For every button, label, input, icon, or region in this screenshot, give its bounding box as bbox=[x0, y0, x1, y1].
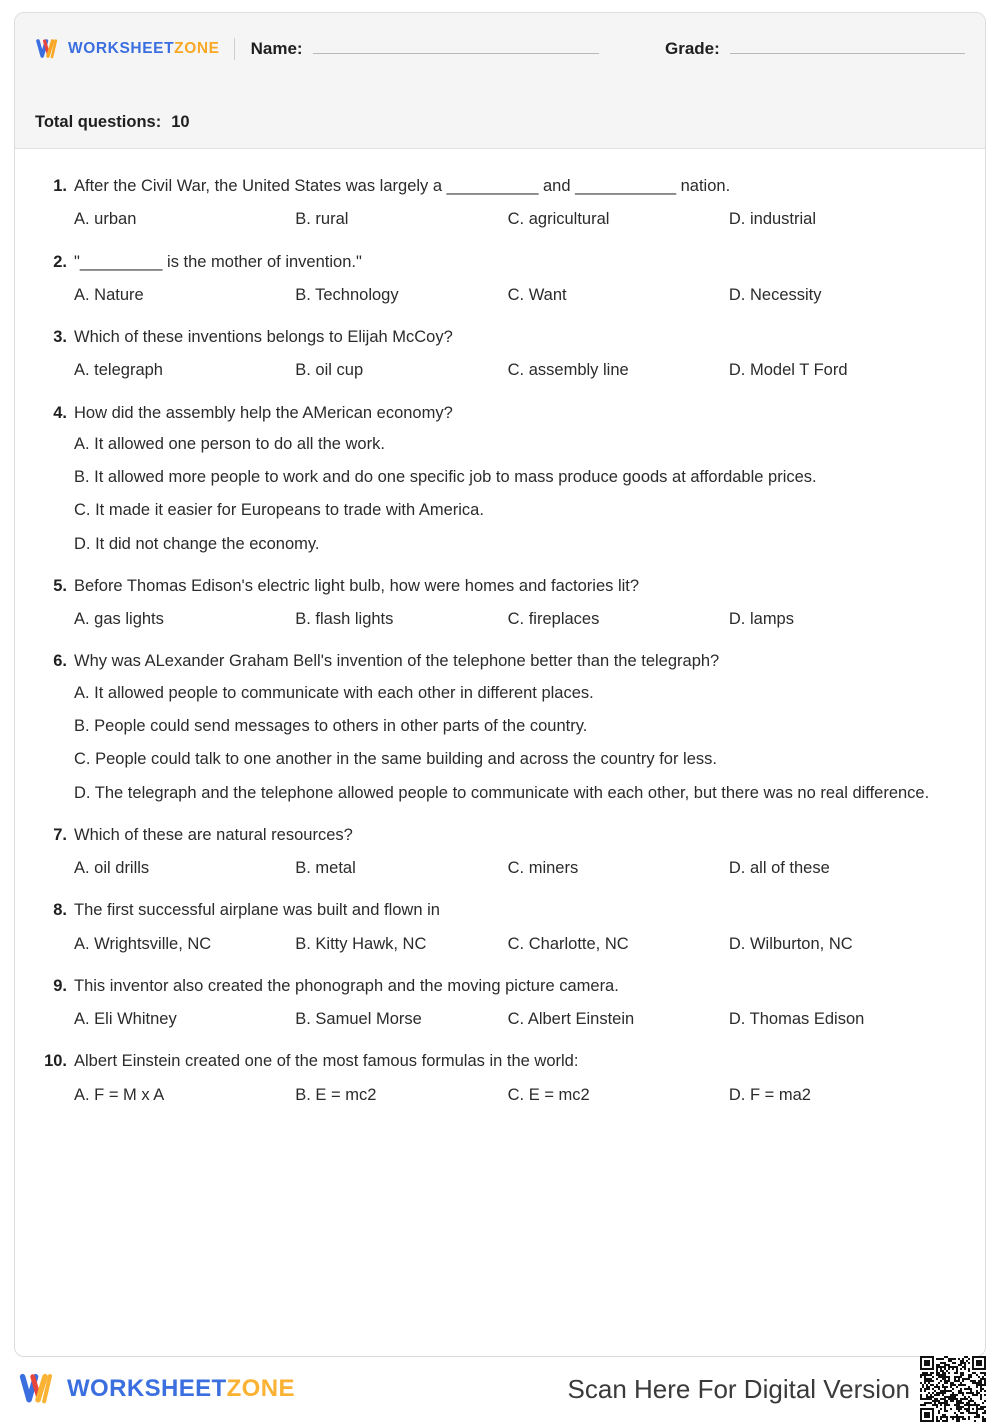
answer-option[interactable]: C. Want bbox=[507, 285, 567, 304]
answer-option[interactable]: A. F = M x A bbox=[74, 1085, 165, 1104]
page-footer bbox=[0, 1363, 1000, 1414]
answer-option[interactable]: D. F = ma2 bbox=[728, 1085, 811, 1104]
question-text: Albert Einstein created one of the most famous formulas in the world: bbox=[74, 1052, 579, 1071]
question-block bbox=[41, 402, 959, 555]
question-block bbox=[41, 175, 959, 231]
header-name-grade-row bbox=[15, 13, 985, 67]
answer-option[interactable]: B. metal bbox=[295, 859, 356, 878]
question-line bbox=[41, 899, 959, 921]
worksheet-page-card bbox=[14, 12, 986, 1357]
answer-option[interactable]: A. Nature bbox=[74, 285, 144, 304]
answer-option[interactable]: C. fireplaces bbox=[507, 610, 600, 629]
answer-option[interactable]: C. E = mc2 bbox=[507, 1085, 590, 1104]
answer-option[interactable]: B. Kitty Hawk, NC bbox=[295, 934, 427, 953]
answer-option[interactable]: D. all of these bbox=[728, 859, 830, 878]
answer-option[interactable]: C. People could talk to one another in the same building and across the country for less. bbox=[74, 750, 717, 769]
question-line bbox=[41, 326, 959, 348]
total-questions-value: 10 bbox=[171, 113, 190, 131]
question-text: After the Civil War, the United States was largely a __________ and ___________ nation. bbox=[74, 177, 731, 195]
question-text: How did the assembly help the AMerican economy? bbox=[74, 403, 453, 422]
answer-option[interactable]: B. oil cup bbox=[295, 361, 364, 380]
question-text: Which of these are natural resources? bbox=[74, 825, 353, 844]
qr-code-icon[interactable] bbox=[920, 1356, 986, 1422]
question-block bbox=[41, 326, 959, 382]
question-line bbox=[41, 1050, 959, 1072]
answer-option[interactable]: C. miners bbox=[507, 859, 579, 878]
name-field[interactable] bbox=[251, 39, 599, 59]
answer-option[interactable]: A. Eli Whitney bbox=[74, 1010, 177, 1029]
answer-option[interactable]: C. It made it easier for Europeans to trade with America. bbox=[74, 501, 484, 520]
answer-option[interactable]: A. It allowed one person to do all the work. bbox=[74, 434, 385, 453]
brand-wordmark-header bbox=[68, 41, 220, 57]
answer-option[interactable]: A. gas lights bbox=[74, 610, 164, 629]
question-block bbox=[41, 975, 959, 1031]
answer-option[interactable]: C. agricultural bbox=[507, 210, 610, 229]
worksheet-zone-logo-icon bbox=[18, 1369, 58, 1409]
grade-field[interactable] bbox=[665, 39, 965, 59]
answer-option[interactable]: D. The telegraph and the telephone allowed people to communicate with each other, but there was no real difference. bbox=[74, 783, 930, 802]
brand-word-zone: ZONE bbox=[226, 1374, 295, 1402]
question-block bbox=[41, 575, 959, 631]
answer-options-stack bbox=[74, 433, 959, 555]
brand-word-worksheet: WORKSHEET bbox=[67, 1374, 227, 1402]
question-text: Which of these inventions belongs to Elijah McCoy? bbox=[74, 328, 453, 347]
grade-input-rule[interactable] bbox=[730, 40, 965, 54]
answer-option[interactable]: B. rural bbox=[295, 210, 349, 229]
answer-option[interactable]: B. It allowed more people to work and do one specific job to mass produce goods at affordable prices. bbox=[74, 468, 817, 487]
answer-option[interactable]: D. Necessity bbox=[728, 285, 822, 304]
question-number: 10. bbox=[44, 1052, 67, 1071]
question-block bbox=[41, 1050, 959, 1106]
question-number: 7. bbox=[53, 825, 67, 844]
answer-option[interactable]: B. Samuel Morse bbox=[295, 1010, 422, 1029]
answer-option[interactable]: B. flash lights bbox=[295, 610, 394, 629]
brand-word-worksheet: WORKSHEET bbox=[68, 40, 175, 58]
total-questions bbox=[35, 113, 190, 132]
answer-options-row bbox=[74, 284, 959, 306]
answer-option[interactable]: A. Wrightsville, NC bbox=[74, 934, 212, 953]
name-input-rule[interactable] bbox=[313, 40, 599, 54]
question-block bbox=[41, 824, 959, 880]
question-text: This inventor also created the phonograph and the moving picture camera. bbox=[74, 976, 619, 995]
answer-options-row bbox=[74, 608, 959, 630]
answer-option[interactable]: D. industrial bbox=[728, 210, 817, 229]
name-label: Name: bbox=[250, 39, 303, 58]
answer-option[interactable]: A. urban bbox=[74, 210, 137, 229]
answer-option[interactable]: B. Technology bbox=[295, 285, 399, 304]
answer-options-row bbox=[74, 1008, 959, 1030]
answer-option[interactable]: A. telegraph bbox=[74, 361, 163, 380]
answer-option[interactable]: D. Thomas Edison bbox=[728, 1010, 865, 1029]
grade-label: Grade: bbox=[665, 39, 720, 58]
question-text: "_________ is the mother of invention." bbox=[74, 252, 362, 271]
question-number: 3. bbox=[53, 328, 67, 347]
question-text: The first successful airplane was built and flown in bbox=[74, 901, 440, 920]
questions-list bbox=[15, 149, 985, 1106]
question-block bbox=[41, 899, 959, 955]
answer-options-row bbox=[74, 1084, 959, 1106]
answer-option[interactable]: A. oil drills bbox=[74, 859, 150, 878]
answer-options-stack bbox=[74, 682, 959, 804]
brand-word-zone: ZONE bbox=[174, 40, 220, 58]
brand-logo-header bbox=[35, 36, 220, 62]
question-line bbox=[41, 575, 959, 597]
total-questions-label: Total questions: bbox=[35, 113, 162, 131]
question-number: 6. bbox=[53, 652, 67, 671]
answer-option[interactable]: C. Charlotte, NC bbox=[507, 934, 629, 953]
answer-options-row bbox=[74, 857, 959, 879]
brand-logo-footer bbox=[18, 1369, 295, 1409]
answer-option[interactable]: C. assembly line bbox=[507, 361, 629, 380]
scan-here-label: Scan Here For Digital Version bbox=[567, 1373, 910, 1404]
answer-option[interactable]: C. Albert Einstein bbox=[507, 1010, 635, 1029]
question-line bbox=[41, 975, 959, 997]
question-block bbox=[41, 650, 959, 803]
question-number: 1. bbox=[53, 177, 67, 195]
answer-options-row bbox=[74, 933, 959, 955]
worksheet-zone-logo-icon bbox=[35, 36, 61, 62]
question-number: 9. bbox=[53, 976, 67, 995]
answer-option[interactable]: B. People could send messages to others in other parts of the country. bbox=[74, 716, 588, 735]
header-divider bbox=[234, 38, 235, 60]
question-line bbox=[41, 824, 959, 846]
brand-wordmark-footer bbox=[67, 1374, 295, 1402]
answer-option[interactable]: B. E = mc2 bbox=[295, 1085, 377, 1104]
question-text: Why was ALexander Graham Bell's invention of the telephone better than the telegraph? bbox=[74, 652, 720, 671]
question-line bbox=[41, 650, 959, 672]
question-number: 5. bbox=[53, 576, 67, 595]
answer-option[interactable]: A. It allowed people to communicate with each other in different places. bbox=[74, 683, 594, 702]
question-block bbox=[41, 251, 959, 307]
question-number: 2. bbox=[53, 252, 67, 271]
answer-option[interactable]: D. Model T Ford bbox=[728, 361, 848, 380]
answer-option[interactable]: D. lamps bbox=[728, 610, 794, 629]
question-number: 8. bbox=[53, 901, 67, 920]
answer-options-row bbox=[74, 359, 959, 381]
worksheet-header bbox=[15, 13, 985, 149]
question-line bbox=[41, 175, 959, 197]
question-line bbox=[41, 402, 959, 424]
answer-options-row bbox=[74, 208, 959, 230]
answer-option[interactable]: D. It did not change the economy. bbox=[74, 534, 320, 553]
question-line bbox=[41, 251, 959, 273]
answer-option[interactable]: D. Wilburton, NC bbox=[728, 934, 853, 953]
question-text: Before Thomas Edison's electric light bulb, how were homes and factories lit? bbox=[74, 576, 640, 595]
question-number: 4. bbox=[53, 403, 67, 422]
